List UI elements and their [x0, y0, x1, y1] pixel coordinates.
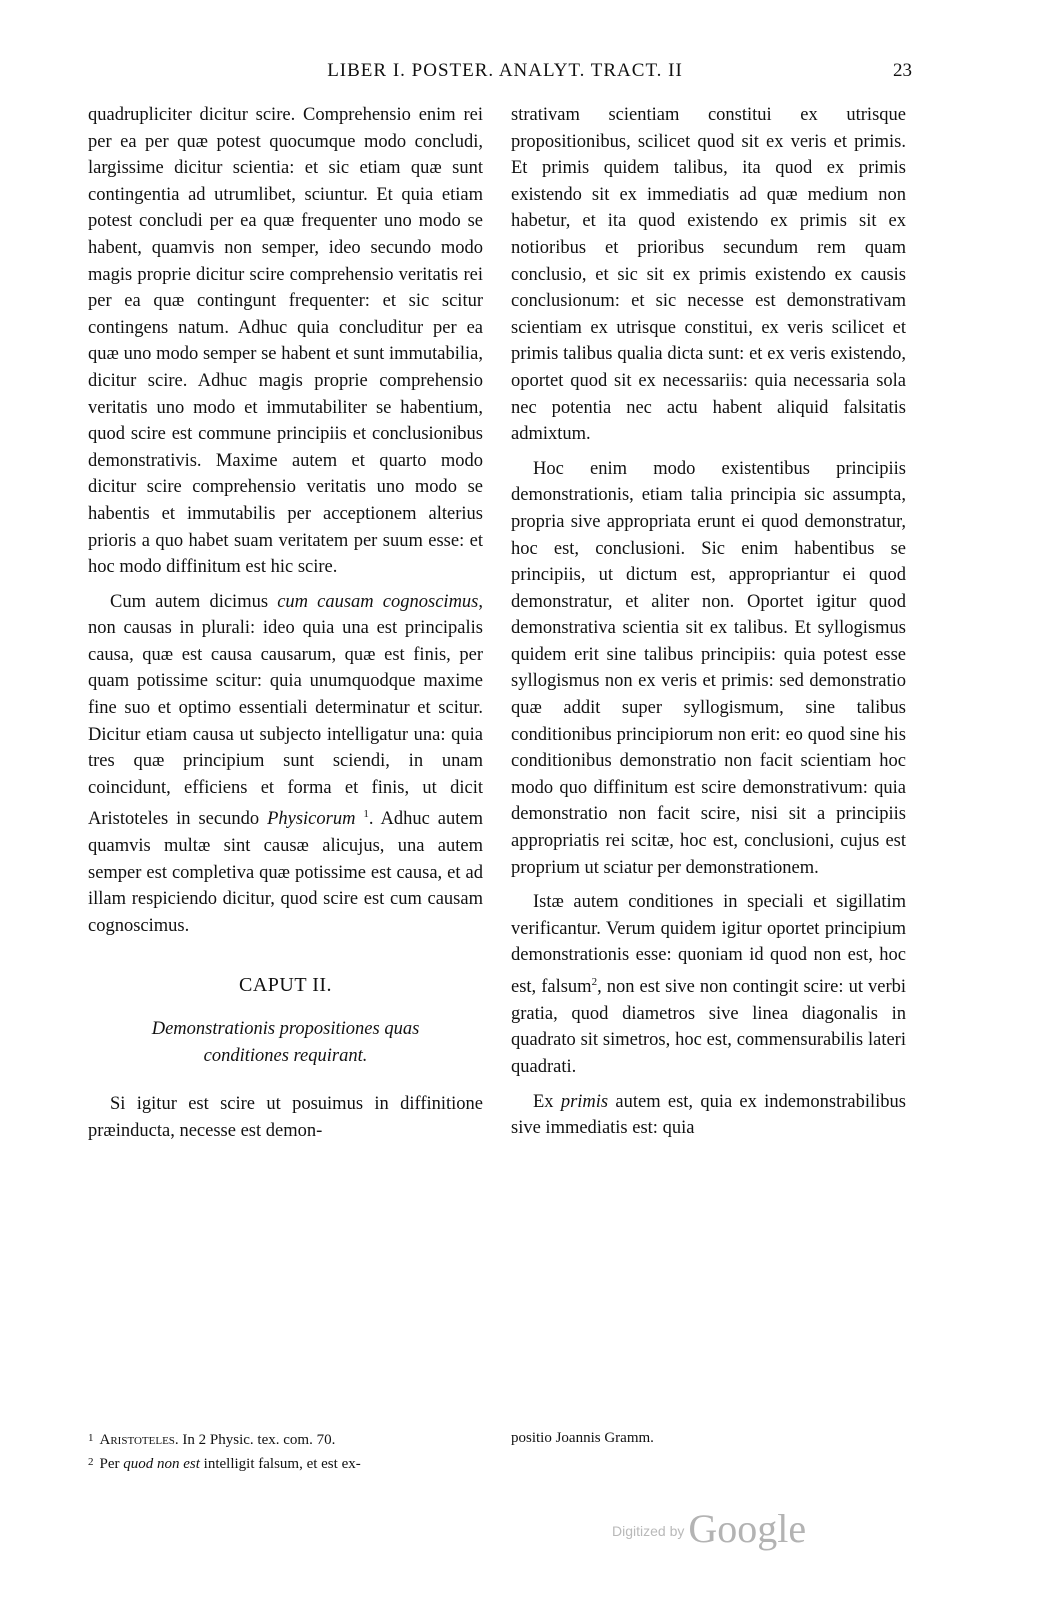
left-paragraph-1: quadrupliciter dicitur scire. Comprehensio enim rei per ea per quæ potest quocumque modo concludi, largissime dicitur scientia: et sic etiam quæ sunt contingentia ad utrumlibet, sciuntur. Et quia etiam potest concludi per ea quæ frequenter uno modo se habent, quamvis non semper, ideo secundo modo magis proprie dicitur scire comprehensio veritatis rei per ea quæ contingunt frequenter: et sic scitur contingens natum. Adhuc quia concluditur per ea quæ uno modo semper se habent et sunt immutabilia, dicitur scire. Adhuc magis proprie comprehensio veritatis uno modo et immutabiliter se habentium, quod scire est commune principiis et conclusionibus demonstrativis. Maxime autem et quarto modo dicitur scire comprehensio veritatis uno modo se habentis et immutabilis per acceptionem alterius prioris a quo habet suam veritatem per suum esse: et hoc modo diffinitum est hic scire.	[88, 105, 483, 578]
right-paragraph-2: Hoc enim modo existentibus principiis demonstrationis, etiam talia principia sic assumpta, propria sive appropriata erunt ei quod demonstratur, hoc est, conclusioni. Sic enim habentibus se principiis, ut dictum est, appropriantur ei quod demonstratur, et aliter non. Oportet igitur quod demonstrativa scientia sit ex talibus. Et syllogismus quidem erit sine talibus principiis: quia potest esse syllogismus non ex veris et primis: sed demonstratio quæ addit super syllogismum, sine talibus conditionibus principiorum non erit: eo quod sine his conditionibus demonstratio non facit scientiam hoc modo quo diffinitum est scire demonstrativum: quia demonstratio non facit scire, nisi sit a principiis appropriatis rei scitæ, hoc est, conclusioni, cujus est proprium ut sciatur per demonstrationem.	[511, 458, 906, 878]
right-paragraph-1: strativam scientiam constitui ex utrisque propositionibus, scilicet quod sit ex veris et primis. Et primis quidem talibus, ita quod ex primis existendo sit ex immediatis ad quæ medium non habetur, et ita quod existendo ex primis sit ex notioribus et prioribus secundum rem quam conclusio, et sic sit ex primis existendo ex causis conclusionum: et sic necesse est demonstrativam scientiam ex utrisque constitui, ex veris scilicet et primis talibus qualia dicta sunt: et ex veris existendo, oportet quod sit ex necessariis: quia necessaria sola nec potentia nec actu habent aliquid falsitatis admixtum.	[511, 105, 906, 445]
running-title: LIBER I. POSTER. ANALYT. TRACT. II	[327, 60, 683, 81]
left-paragraph-2	[88, 589, 483, 940]
right-column	[511, 102, 906, 1150]
footnotes-right	[511, 1427, 906, 1449]
text-run: , non est sive non contingit scire: ut verbi gratia, quod diametros sive linea diagonalis in quadrato sit simetros, hoc est, commensurabilis lateri quadrati.	[511, 977, 906, 1077]
italic-phrase: primis	[560, 1091, 609, 1112]
right-paragraph-3	[511, 889, 906, 1080]
chapter-subtitle: Demonstrationis propositiones quas conditiones requirant.	[151, 1019, 420, 1066]
footnote-ref-2: 2	[591, 976, 598, 988]
footnote-text: Per	[99, 1456, 124, 1472]
digitized-by-label: Digitized by	[612, 1523, 685, 1539]
footnote-mark: 2	[88, 1456, 94, 1468]
footnote-text: intelligit falsum, et est ex-	[199, 1456, 361, 1472]
footnote-italic: quod non est	[123, 1456, 200, 1472]
text-run: Istæ autem conditiones in speciali et sigillatim verificantur. Verum quidem igitur oportet principium demonstrationis esse: quoniam id quod non est, hoc est, falsum	[511, 892, 906, 998]
chapter-heading: CAPUT II.	[238, 973, 333, 996]
footnotes-left	[88, 1427, 488, 1475]
footnote-ref-1: 1	[363, 808, 369, 821]
google-logo: Google	[688, 1506, 807, 1551]
footnote-text: . In 2 Physic. tex. com. 70.	[174, 1432, 336, 1448]
text-run: Ex	[533, 1091, 561, 1112]
text-run: Cum autem dicimus	[110, 591, 278, 612]
italic-phrase: Physicorum	[267, 809, 356, 830]
footnote-2-continued: positio Joannis Gramm.	[511, 1430, 654, 1446]
page-number: 23	[893, 60, 912, 81]
right-paragraph-4	[511, 1089, 906, 1142]
footnote-mark: 1	[88, 1432, 94, 1444]
running-header	[90, 60, 920, 90]
italic-phrase: cum causam cognoscimus	[277, 591, 479, 612]
text-run: , non causas in plurali: ideo quia una est principalis causa, quæ est causa causarum, quæ est finis, per quam potissime scitur: quia unumquodque maxime fine suo et optimo essentiali determinatur et scitur. Dicitur etiam causa ut subjecto intelligatur una: quia tres quæ principium sunt sciendi, in unam coincidunt, efficiens et forma et finis, ut dicit Aristoteles in secundo	[88, 591, 484, 830]
digitized-watermark	[612, 1505, 806, 1555]
left-column	[88, 102, 483, 1153]
footnote-author: Aristoteles	[99, 1432, 175, 1448]
footnote-2	[88, 1451, 488, 1475]
left-paragraph-3: Si igitur est scire ut posuimus in diffinitione præinducta, necesse est demon-	[88, 1094, 483, 1141]
footnote-1	[88, 1427, 488, 1451]
text-run: . Adhuc autem quamvis multæ sint causæ alicujus, una autem semper est completiva quæ potissime est causa, et ad illam respiciendo dicitur, quod scire est cum causam cognoscimus.	[88, 809, 483, 936]
text-run: autem est, quia ex indemonstrabilibus sive immediatis est: quia	[511, 1091, 906, 1139]
